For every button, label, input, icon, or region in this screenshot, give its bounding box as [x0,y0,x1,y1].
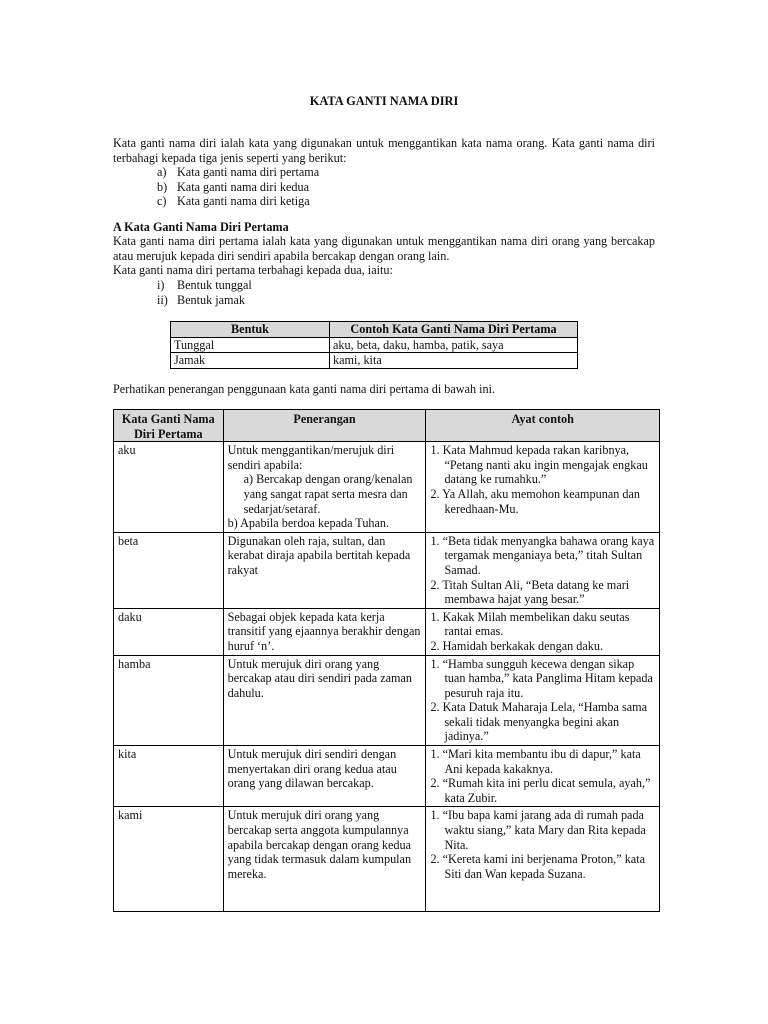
example-sentence: 1. “Beta tidak menyangka bahawa orang kaya tergamak menganiaya beta,” titah Sultan Samad. [430,533,655,577]
section-paragraph-2: Kata ganti nama diri pertama terbahagi kepada dua, iaitu: [113,263,393,277]
examples-cell [426,746,660,807]
explanation-cell: Untuk merujuk diri sendiri dengan menyertakan diri orang kedua atau orang yang dilawan bercakap. [223,746,426,807]
section-paragraph: Kata ganti nama diri pertama ialah kata yang digunakan untuk menggantikan nama diri orang yang bercakap atau merujuk kepada diri sendiri apabila bercakap dengan orang lain. [113,234,655,263]
list-item: i) Bentuk tunggal [157,278,252,292]
table-header: Kata Ganti Nama Diri Pertama [114,410,224,442]
word-cell: aku [114,442,224,533]
section-heading: A Kata Ganti Nama Diri Pertama [113,220,289,234]
table-header: Bentuk [171,322,330,338]
examples-cell [426,532,660,608]
explanation-cell: Untuk merujuk diri orang yang bercakap atau diri sendiri pada zaman dahulu. [223,655,426,746]
example-sentence: 2. “Kereta kami ini berjenama Proton,” kata Siti dan Wan kepada Suzana. [430,852,645,881]
example-sentence: 1. “Ibu bapa kami jarang ada di rumah pada waktu siang,” kata Mary dan Rita kepada Nita. [430,808,646,852]
page-title: KATA GANTI NAMA DIRI [309,94,459,108]
intro-list [157,165,319,209]
example-sentence: 2. Kata Datuk Maharaja Lela, “Hamba sama sekali tidak menyangka begini akan jadinya.” [430,700,648,744]
intro-paragraph: Kata ganti nama diri ialah kata yang digunakan untuk menggantikan kata nama orang. Kata ganti nama diri terbahagi kepada tiga jenis seperti yang berikut: [113,136,655,165]
explanation-cell: Untuk menggantikan/merujuk diri sendiri apabila: a) Bercakap dengan orang/kenalan yang sangat rapat serta mesra dan sedarjat/setaraf. b) Apabila berdoa kepada Tuhan. [223,442,426,533]
form-table [170,321,578,369]
example-sentence: 1. “Mari kita membantu ibu di dapur,” kata Ani kepada kakaknya. [430,747,641,776]
table-header: Ayat contoh [426,410,660,442]
usage-table [113,409,660,912]
explanation-cell: Digunakan oleh raja, sultan, dan kerabat diraja apabila bertitah kepada rakyat [223,532,426,608]
table-cell: aku, beta, daku, hamba, patik, saya [330,337,578,353]
word-cell: kita [114,746,224,807]
example-sentence: 2. Hamidah berkakak dengan daku. [430,638,604,653]
list-item: a) Kata ganti nama diri pertama [157,165,320,179]
explanation-cell: Untuk merujuk diri orang yang bercakap serta anggota kumpulannya apabila bercakap dengan orang kedua yang tidak termasuk dalam kumpulan mereka. [223,807,426,912]
list-item: c) Kata ganti nama diri ketiga [157,194,310,209]
word-cell: hamba [114,655,224,746]
table-header: Penerangan [223,410,426,442]
usage-intro: Perhatikan penerangan penggunaan kata ganti nama diri pertama di bawah ini. [113,382,496,396]
table-row [114,442,660,533]
example-sentence: 2. “Rumah kita ini perlu dicat semula, ayah,” kata Zubir. [430,776,651,805]
example-sentence: 1. Kakak Milah membelikan daku seutas rantai emas. [430,609,630,639]
list-item: b) Kata ganti nama diri kedua [157,179,309,194]
table-row [114,608,660,655]
table-row [114,746,660,807]
examples-cell [426,807,660,912]
table-row [114,655,660,746]
table-row [114,532,660,608]
example-sentence: 2. Ya Allah, aku memohon keampunan dan keredhaan-Mu. [430,486,640,516]
word-cell: kami [114,807,224,912]
table-row [114,807,660,912]
table-row [171,353,578,369]
table-cell: Tunggal [171,337,330,353]
form-list [157,278,252,307]
table-header: Contoh Kata Ganti Nama Diri Pertama [330,322,578,338]
example-sentence: 1. “Hamba sungguh kecewa dengan sikap tuan hamba,” kata Panglima Hitam kepada pesuruh raja itu. [430,656,653,700]
word-cell: beta [114,532,224,608]
table-cell: kami, kita [330,353,578,369]
table-cell: Jamak [171,353,330,369]
examples-cell [426,608,660,655]
example-sentence: 1. Kata Mahmud kepada rakan karibnya, “Petang nanti aku ingin mengajak engkau datang ke rumahku.” [430,443,648,487]
word-cell: daku [114,608,224,655]
table-row [171,337,578,353]
example-sentence: 2. Titah Sultan Ali, “Beta datang ke mari membawa hajat yang besar.” [430,577,630,607]
examples-cell [426,442,660,533]
list-item: ii) Bentuk jamak [157,292,246,307]
examples-cell [426,655,660,746]
explanation-cell: Sebagai objek kepada kata kerja transitif yang ejaannya berakhir dengan huruf ‘n’. [223,608,426,655]
